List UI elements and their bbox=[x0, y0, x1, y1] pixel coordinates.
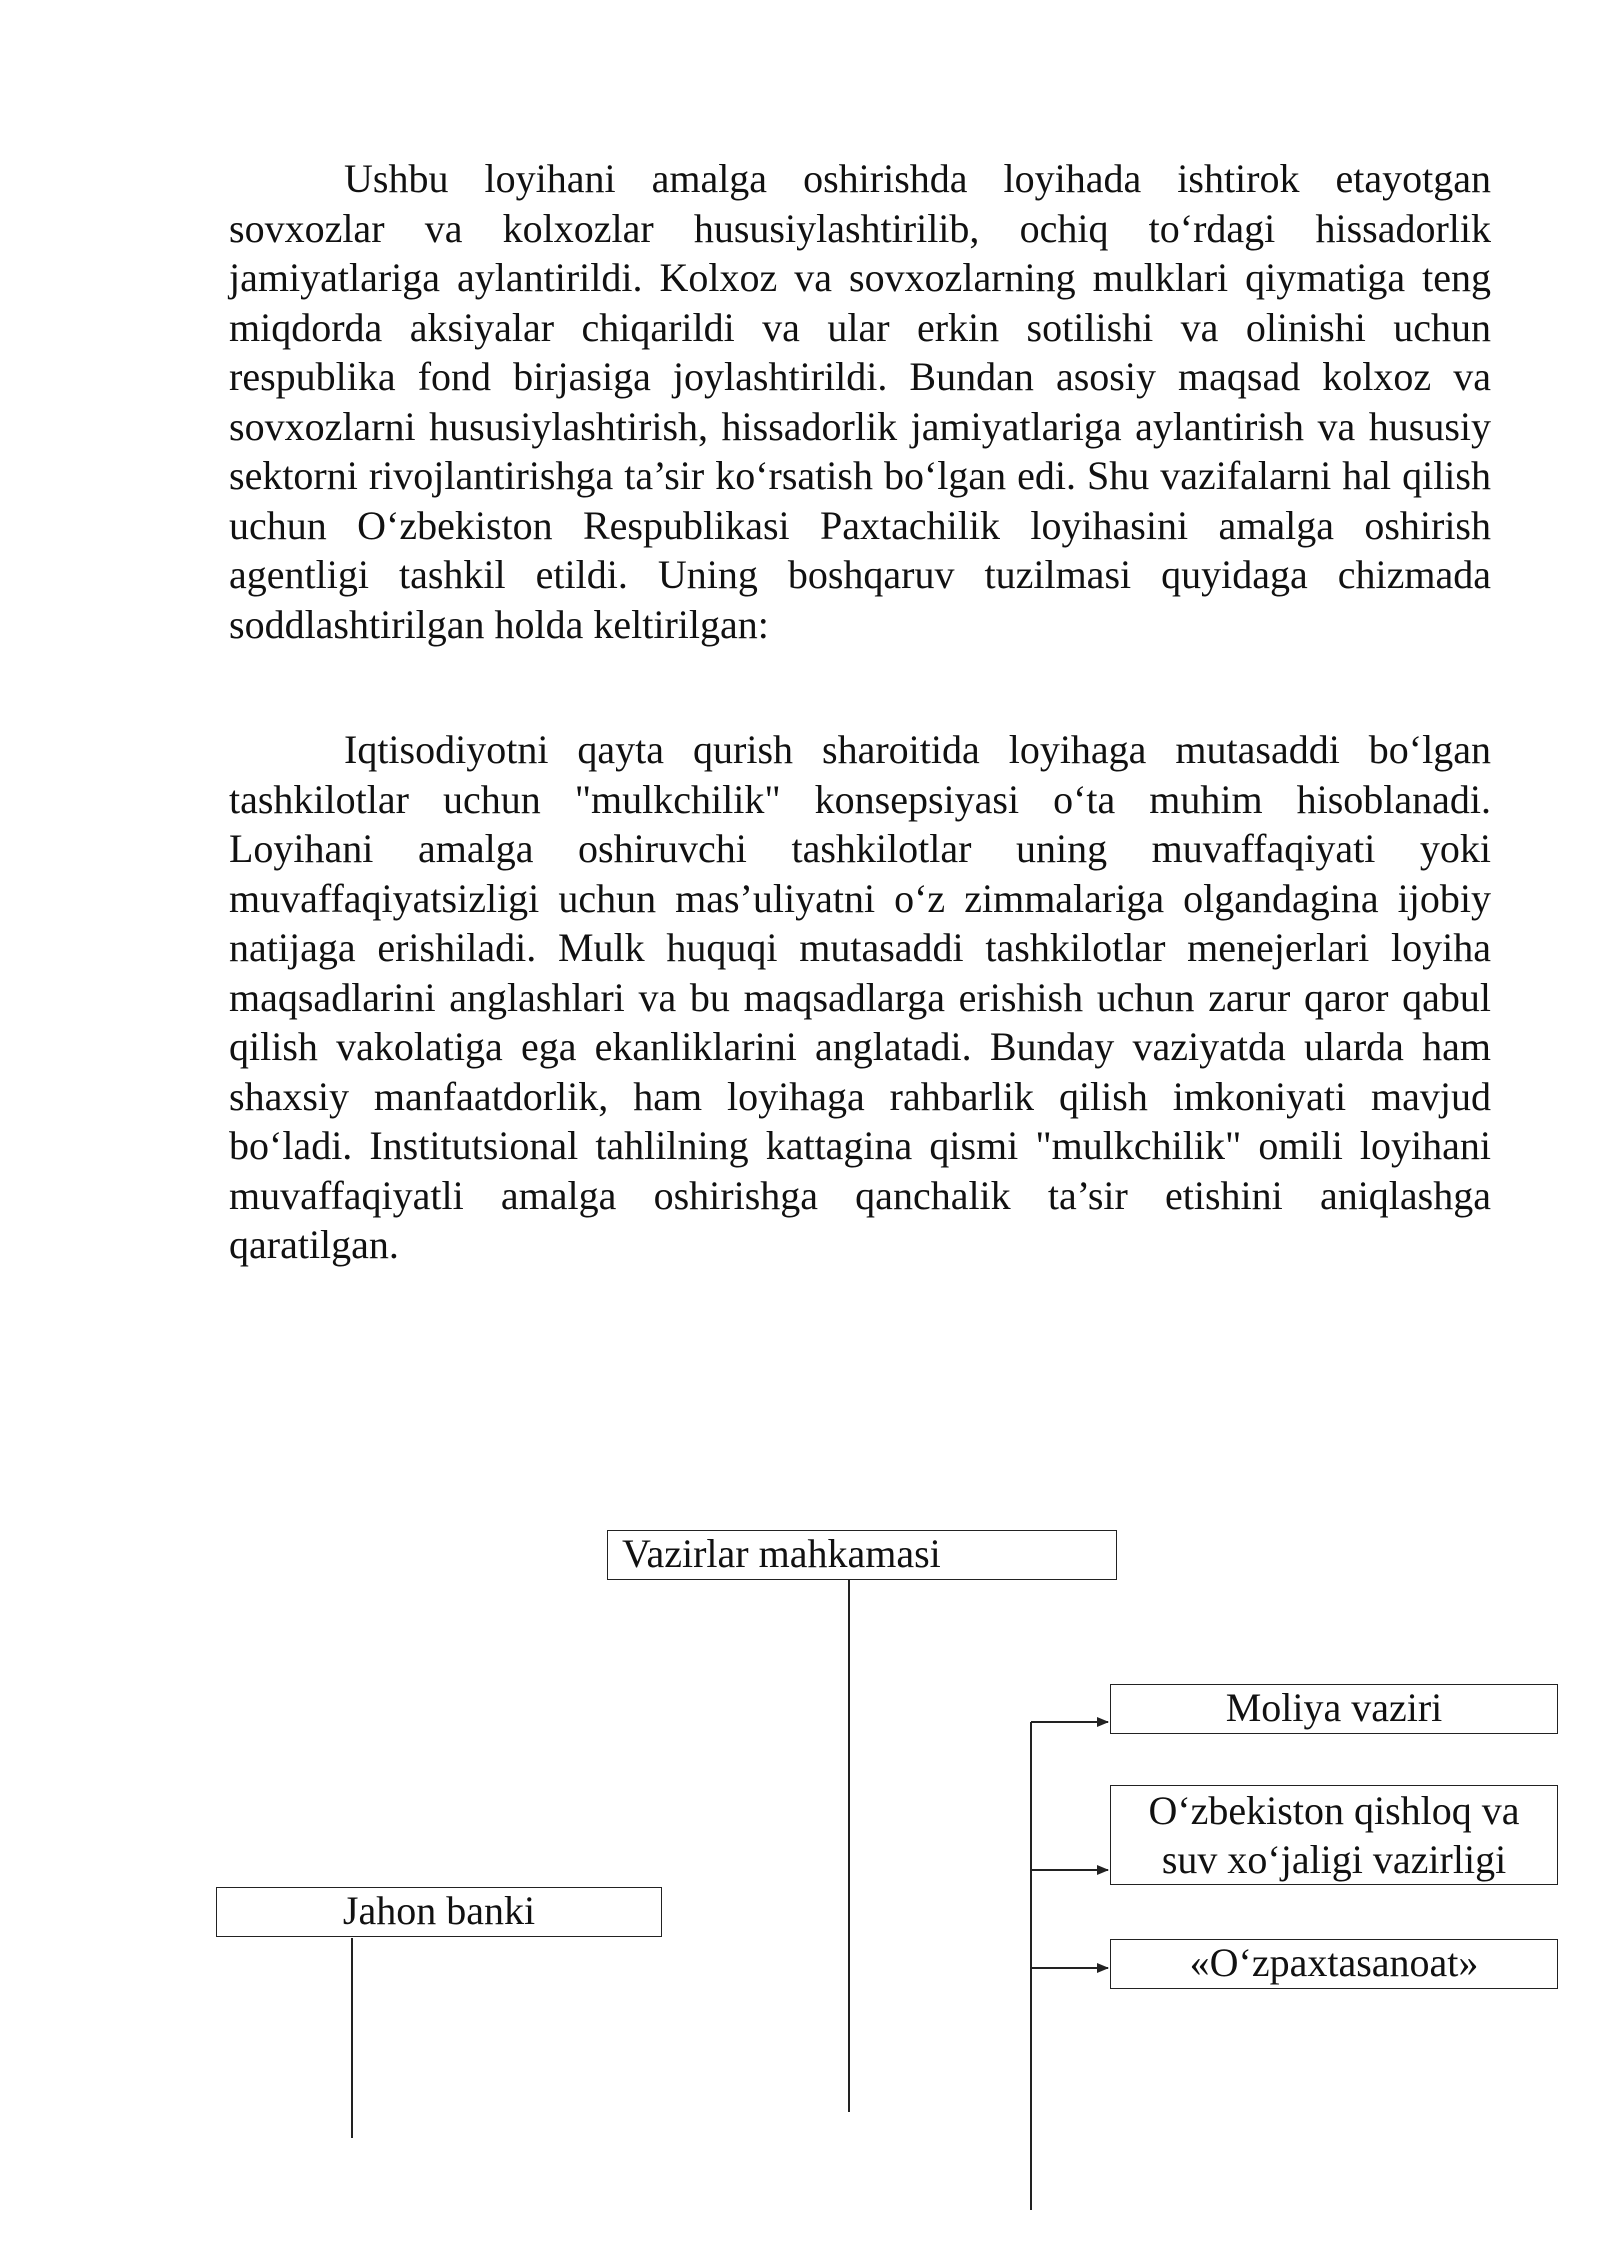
qishloq-xojaligi-box bbox=[1110, 1785, 1558, 1885]
paragraph-1-text: Ushbu loyihani amalga oshirishda loyihada ishtirok etayotgan sovxozlar va kolxozlar hususiylashtirilib, ochiq to‘rdagi hissadorlik jamiyatlariga aylantirildi. Kolxoz va sovxozlarning mulklari qiymatiga teng miqdorda aksiyalar chiqarildi va ular erkin sotilishi va olinishi uchun respublika fond birjasiga joylashtirildi. Bundan asosiy maqsad kolxoz va sovxozlarni hususiylashtirish, hissadorlik jamiyatlariga aylantirish va hususiy sektorni rivojlantirishga ta’sir ko‘rsatish bo‘lgan edi. Shu vazifalarni hal qilish uchun O‘zbekiston Respublikasi Paxtachilik loyihasini amalga oshirish agentligi tashkil etildi. Uning boshqaruv tuzilmasi quyidaga chizmada soddlashtirilgan holda keltirilgan: bbox=[229, 156, 1491, 647]
jahon-banki-label: Jahon banki bbox=[342, 1888, 536, 1933]
moliya-vaziri-label: Moliya vaziri bbox=[1225, 1685, 1443, 1730]
qishloq-xojaligi-label-line2: suv xo‘jaligi vazirligi bbox=[1161, 1837, 1507, 1882]
vazirlar-mahkamasi-box bbox=[607, 1530, 1117, 1580]
jahon-banki-box bbox=[216, 1887, 662, 1937]
uzpaxtasanoat-label: «O‘zpaxtasanoat» bbox=[1189, 1940, 1479, 1985]
paragraph-2 bbox=[229, 725, 1491, 1270]
paragraph-1 bbox=[229, 154, 1491, 649]
vazirlar-mahkamasi-label: Vazirlar mahkamasi bbox=[622, 1531, 941, 1576]
uzpaxtasanoat-box bbox=[1110, 1939, 1558, 1989]
paragraph-2-text: Iqtisodiyotni qayta qurish sharoitida loyihaga mutasaddi bo‘lgan tashkilotlar uchun "mulkchilik" konsepsiyasi o‘ta muhim hisoblanadi. Loyihani amalga oshiruvchi tashkilotlar uning muvaffaqiyati yoki muvaffaqiyatsizligi uchun mas’uliyatni o‘z zimmalariga olgandagina ijobiy natijaga erishiladi. Mulk huquqi mutasaddi tashkilotlar menejerlari loyiha maqsadlarini anglashlari va bu maqsadlarga erishish uchun zarur qaror qabul qilish vakolatiga ega ekanliklarini anglatadi. Bunday vaziyatda ularda ham shaxsiy manfaatdorlik, ham loyihaga rahbarlik qilish imkoniyati mavjud bo‘ladi. Institutsional tahlilning kattagina qismi "mulkchilik" omili loyihani muvaffaqiyatli amalga oshirishga qanchalik ta’sir etishini aniqlashga qaratilgan. bbox=[229, 727, 1491, 1267]
moliya-vaziri-box bbox=[1110, 1684, 1558, 1734]
qishloq-xojaligi-label-line1: O‘zbekiston qishloq va bbox=[1148, 1788, 1520, 1833]
